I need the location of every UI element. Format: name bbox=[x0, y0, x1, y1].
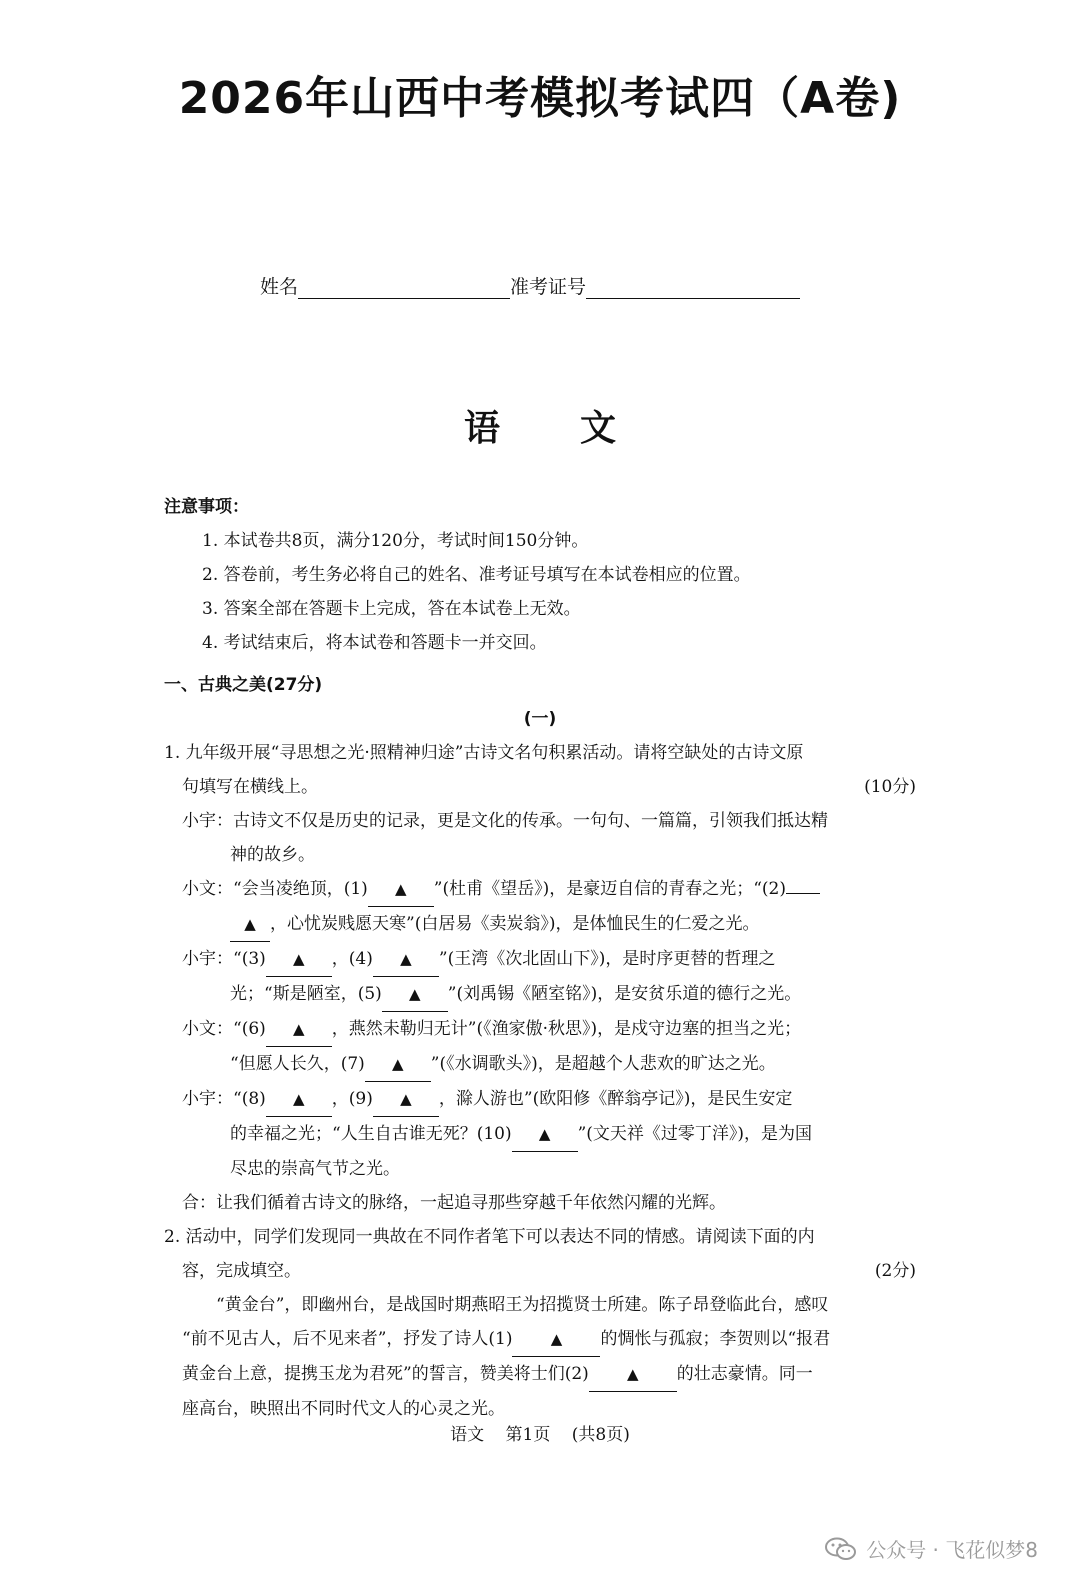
blank-line-start bbox=[786, 893, 820, 894]
passage-line: 黄金台上意，提携玉龙为君死”的誓言，赞美将士们(2) ▲ 的壮志豪情。同一 bbox=[164, 1357, 916, 1392]
blank-triangle: ▲ bbox=[266, 1012, 332, 1047]
blank-triangle: ▲ bbox=[512, 1117, 578, 1152]
blank-triangle: ▲ bbox=[230, 907, 270, 942]
dialogue-line bbox=[164, 872, 916, 942]
question-2-text: 容，完成填空。 bbox=[182, 1261, 301, 1281]
subject-char-1: 语 bbox=[463, 408, 500, 449]
question-1-score: (10分) bbox=[864, 777, 916, 797]
question-2-line1: 2. 活动中，同学们发现同一典故在不同作者笔下可以表达不同的情感。请阅读下面的内 bbox=[164, 1227, 815, 1247]
blank-triangle: ▲ bbox=[373, 1082, 439, 1117]
footer-page: 第1页 bbox=[505, 1425, 551, 1445]
blank-triangle: ▲ bbox=[266, 942, 332, 977]
subject-title bbox=[0, 400, 1080, 451]
name-blank bbox=[298, 278, 510, 299]
dialogue-text: 光；“斯是陋室，(5) ▲ ”(刘禹锡《陋室铭》)，是安贫乐道的德行之光。 bbox=[182, 977, 916, 1012]
blank-triangle: ▲ bbox=[382, 977, 448, 1012]
question-1-text: 句填写在横线上。 bbox=[182, 777, 318, 797]
dialogue-line bbox=[164, 942, 916, 1012]
subject-char-2: 文 bbox=[580, 408, 617, 449]
blank-triangle: ▲ bbox=[373, 942, 439, 977]
page-footer bbox=[0, 1420, 1080, 1445]
dialogue-text: 小宇：古诗文不仅是历史的记录，更是文化的传承。一句句、一篇篇，引领我们抵达精 bbox=[182, 811, 828, 831]
question-1-line1: 1. 九年级开展“寻思想之光·照精神归途”古诗文名句积累活动。请将空缺处的古诗文原 bbox=[164, 743, 804, 763]
notice-item: 1. 本试卷共8页，满分120分，考试时间150分钟。 bbox=[202, 531, 589, 551]
question-2-line2 bbox=[164, 1254, 916, 1288]
part-heading: (一) bbox=[523, 709, 557, 729]
dialogue-text: ▲ ，心忧炭贱愿天寒”(白居易《卖炭翁》)，是体恤民生的仁爱之光。 bbox=[182, 907, 916, 942]
passage-line: 座高台，映照出不同时代文人的心灵之光。 bbox=[182, 1399, 505, 1419]
wechat-icon bbox=[824, 1537, 858, 1561]
dialogue-text: 的幸福之光；“人生自古谁无死？(10) ▲ ”(文天祥《过零丁洋》)，是为国 bbox=[182, 1117, 916, 1152]
blank-triangle: ▲ bbox=[368, 872, 434, 907]
notice-item: 3. 答案全部在答题卡上完成，答在本试卷上无效。 bbox=[202, 599, 581, 619]
dialogue-text: 尽忠的崇高气节之光。 bbox=[230, 1159, 400, 1179]
section-heading: 一、古典之美(27分) bbox=[164, 675, 323, 695]
dialogue-text: 小宇：“(3) ▲ ，(4) ▲ ”(王湾《次北固山下》)，是时序更替的哲理之 bbox=[182, 942, 916, 977]
dialogue-line: 合：让我们循着古诗文的脉络，一起追寻那些穿越千年依然闪耀的光辉。 bbox=[182, 1193, 726, 1213]
dialogue-line bbox=[164, 1012, 916, 1082]
question-1-line2 bbox=[164, 770, 916, 804]
dialogue-text: 小宇：“(8) ▲ ，(9) ▲ ，滁人游也”(欧阳修《醉翁亭记》)，是民生安定 bbox=[182, 1082, 916, 1117]
dialogue-text: 小文：“会当凌绝顶，(1) ▲ ”(杜甫《望岳》)，是豪迈自信的青春之光；“(2) bbox=[182, 872, 916, 907]
notice-heading: 注意事项： bbox=[164, 497, 249, 517]
blank-triangle: ▲ bbox=[589, 1357, 677, 1392]
watermark bbox=[824, 1534, 1038, 1563]
passage-line: “黄金台”，即幽州台，是战国时期燕昭王为招揽贤士所建。陈子昂登临此台，感叹 bbox=[216, 1295, 829, 1315]
dialogue-line bbox=[164, 804, 916, 872]
page-title: 2026年山西中考模拟考试四（A卷) bbox=[178, 73, 902, 124]
watermark-text: 公众号 · 飞花似梦8 bbox=[866, 1538, 1038, 1562]
blank-triangle: ▲ bbox=[365, 1047, 431, 1082]
blank-triangle: ▲ bbox=[266, 1082, 332, 1117]
candidate-info bbox=[260, 272, 820, 299]
dialogue-text: 小文：“(6) ▲ ，燕然未勒归无计”(《渔家傲·秋思》)，是戍守边塞的担当之光； bbox=[182, 1012, 916, 1047]
id-blank bbox=[586, 278, 800, 299]
passage-line: “前不见古人，后不见来者”，抒发了诗人(1) ▲ 的惆怅与孤寂；李贺则以“报君 bbox=[164, 1322, 916, 1357]
question-2-score: (2分) bbox=[874, 1261, 916, 1281]
dialogue-text: “但愿人长久，(7) ▲ ”(《水调歌头》)，是超越个人悲欢的旷达之光。 bbox=[182, 1047, 916, 1082]
notice-item: 4. 考试结束后，将本试卷和答题卡一并交回。 bbox=[202, 633, 547, 653]
footer-subject: 语文 bbox=[450, 1425, 485, 1445]
id-label: 准考证号 bbox=[510, 276, 587, 298]
blank-triangle: ▲ bbox=[512, 1322, 600, 1357]
name-label: 姓名 bbox=[260, 276, 299, 298]
footer-total: (共8页) bbox=[571, 1425, 630, 1445]
dialogue-text: 神的故乡。 bbox=[230, 845, 315, 865]
notice-item: 2. 答卷前，考生务必将自己的姓名、准考证号填写在本试卷相应的位置。 bbox=[202, 565, 751, 585]
dialogue-line bbox=[164, 1082, 916, 1186]
exam-body bbox=[164, 490, 916, 1426]
